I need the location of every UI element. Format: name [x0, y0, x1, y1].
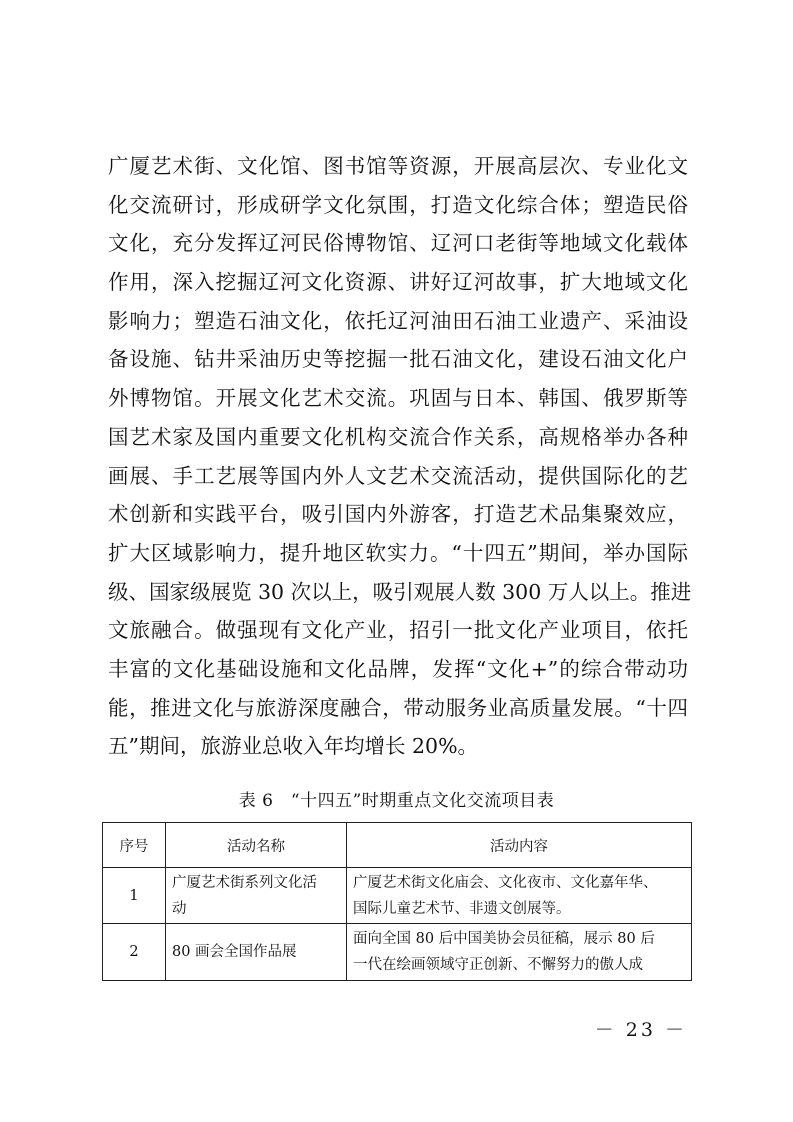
activity-name: [166, 924, 347, 981]
activity-content-line: 国际儿童艺术节、非遗文创展等。: [353, 900, 571, 917]
paragraph-line: 备设施、钻井采油历史等挖掘一批石油文化，建设石油文化户: [108, 347, 688, 372]
row-number: 1: [103, 868, 166, 924]
paragraph-line: 作用，深入挖掘辽河文化资源、讲好辽河故事，扩大地域文化: [108, 270, 688, 295]
activity-content-line: 面向全国 80 后中国美协会员征稿，展示 80 后: [353, 931, 655, 947]
paragraph-line: 五”期间，旅游业总收入年均增长 20%。: [108, 734, 479, 759]
paragraph-line: 国艺术家及国内重要文化机构交流合作关系，高规格举办各种: [108, 424, 688, 449]
table-header-row: [103, 823, 692, 868]
paragraph-line: 文旅融合。做强现有文化产业，招引一批文化产业项目，依托: [108, 618, 688, 643]
activity-name-line: 动: [172, 900, 187, 917]
table-caption: 表 6 “十四五”时期重点文化交流项目表: [238, 791, 555, 811]
paragraph-line: 文化，充分发挥辽河民俗博物馆、辽河口老街等地域文化载体: [108, 231, 688, 256]
paragraph-line: 丰富的文化基础设施和文化品牌，发挥“文化+”的综合带动功: [108, 656, 688, 681]
paragraph-line: 扩大区域影响力，提升地区软实力。“十四五”期间，举办国际: [108, 540, 688, 565]
activity-name: [166, 868, 347, 924]
paragraph-line: 外博物馆。开展文化艺术交流。巩固与日本、韩国、俄罗斯等: [108, 386, 688, 411]
paragraph-line: 画展、手工艺展等国内外人文艺术交流活动，提供国际化的艺: [108, 463, 688, 488]
header-cell-number: 序号: [103, 823, 166, 868]
paragraph-line: 广厦艺术街、文化馆、图书馆等资源，开展高层次、专业化文: [108, 154, 688, 178]
page-number: － 23 －: [594, 1019, 687, 1041]
projects-table: [102, 822, 692, 981]
paragraph-line: 化交流研讨，形成研学文化氛围，打造文化综合体；塑造民俗: [108, 192, 688, 217]
paragraph-line: 术创新和实践平台，吸引国内外游客，打造艺术品集聚效应，: [108, 502, 688, 527]
table-row: [103, 868, 692, 924]
table-row: [103, 924, 692, 981]
activity-content-line: 广厦艺术街文化庙会、文化夜市、文化嘉年华、: [353, 874, 658, 891]
activity-content: [347, 924, 692, 981]
header-cell-content: 活动内容: [347, 823, 692, 868]
row-number: 2: [103, 924, 166, 981]
activity-content: [347, 868, 692, 924]
activity-name-line: 广厦艺术街系列文化活: [172, 874, 317, 891]
paragraph-line: 能，推进文化与旅游深度融合，带动服务业高质量发展。“十四: [108, 695, 688, 720]
paragraph-line: 级、国家级展览 30 次以上，吸引观展人数 300 万人以上。推进: [108, 579, 692, 604]
activity-name-line: 80 画会全国作品展: [172, 944, 297, 960]
body-paragraph: [108, 147, 692, 766]
activity-content-line: 一代在绘画领域守正创新、不懈努力的傲人成: [353, 957, 643, 973]
header-cell-name: 活动名称: [166, 823, 347, 868]
paragraph-line: 影响力；塑造石油文化，依托辽河油田石油工业遗产、采油设: [108, 308, 688, 333]
